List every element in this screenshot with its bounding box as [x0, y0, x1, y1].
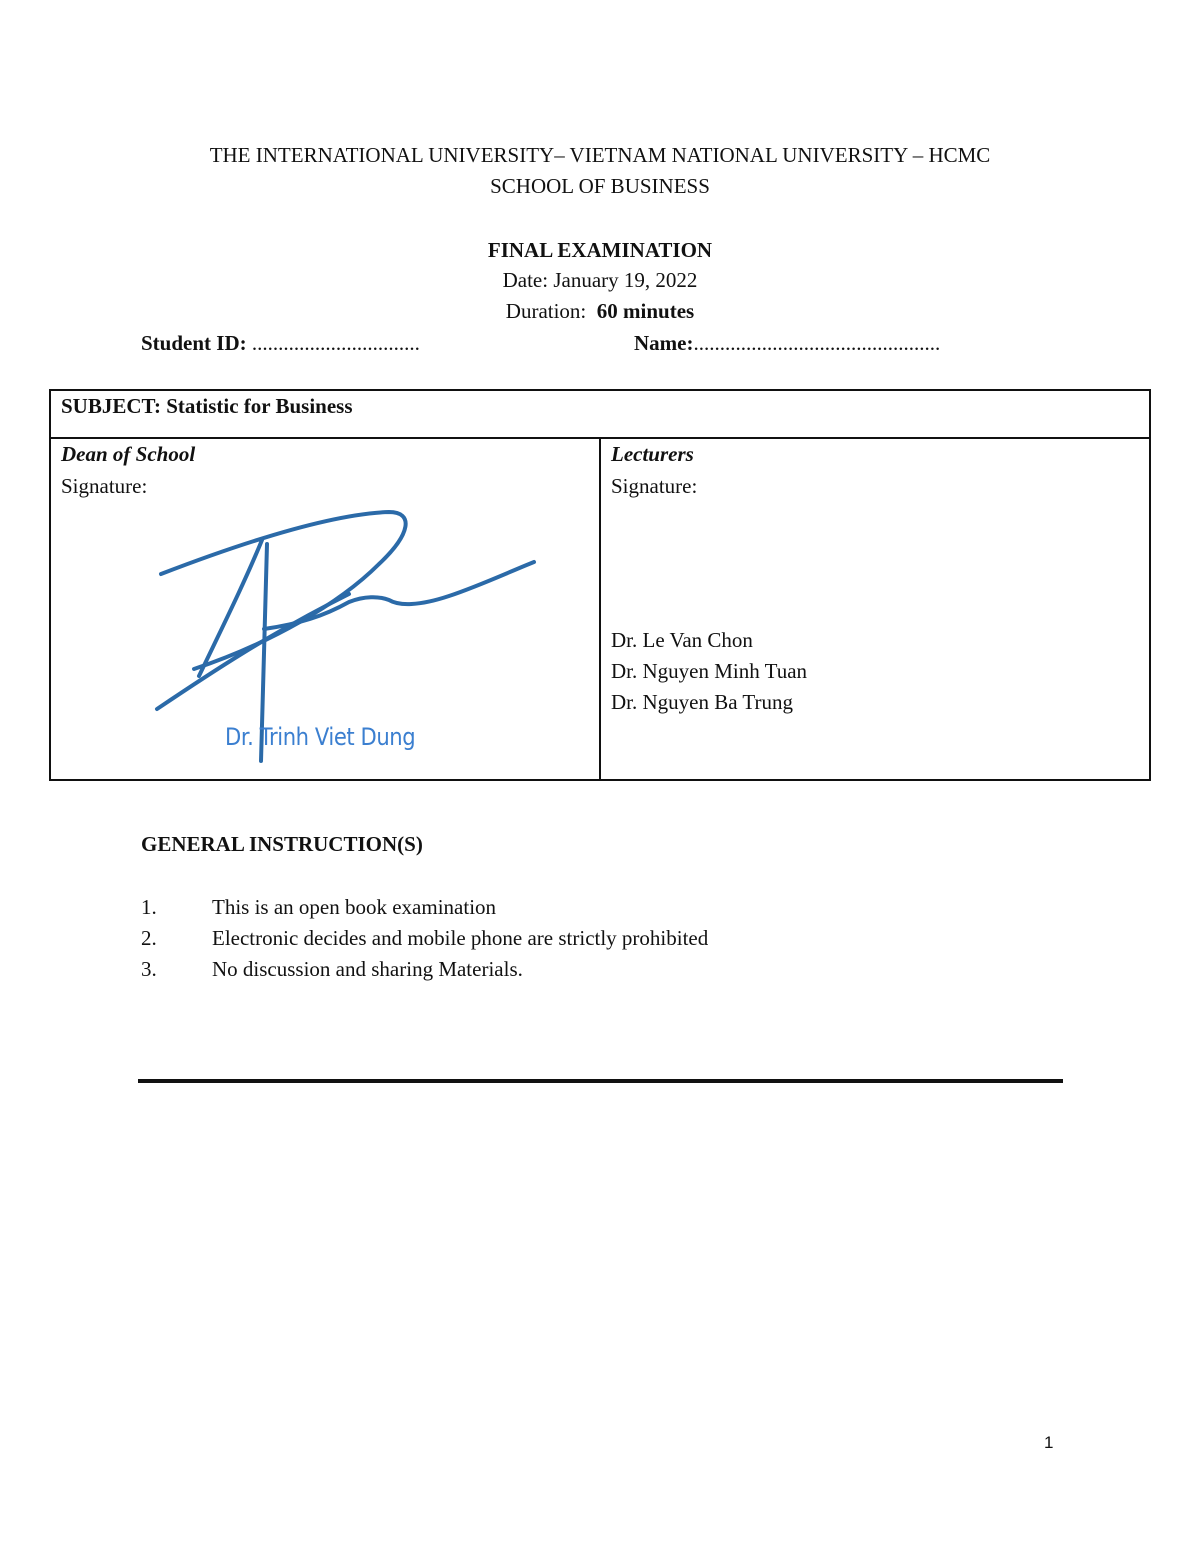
exam-duration	[0, 298, 1200, 324]
dean-signature-label: Signature:	[61, 474, 148, 498]
lecturers-title: Lecturers	[611, 442, 694, 466]
lecturer-name: Dr. Nguyen Minh Tuan	[611, 659, 808, 683]
subject-title: SUBJECT: Statistic for Business	[61, 394, 353, 418]
instructions-heading: GENERAL INSTRUCTION(S)	[141, 832, 423, 856]
instruction-text: Electronic decides and mobile phone are strictly prohibited	[212, 926, 709, 950]
page-number: 1	[1044, 1433, 1054, 1452]
instruction-number: 1.	[141, 895, 157, 919]
subject-row	[51, 391, 1149, 439]
dean-title: Dean of School	[61, 442, 196, 466]
university-title: THE INTERNATIONAL UNIVERSITY– VIETNAM NATIONAL UNIVERSITY – HCMC	[209, 143, 991, 167]
student-name-blank: ...............................................	[693, 331, 941, 355]
lecturers-signature-label: Signature:	[611, 474, 698, 498]
exam-date: Date: January 19, 2022	[502, 268, 698, 292]
lecturers-cell	[601, 439, 1149, 779]
dean-signature-name: Dr. Trinh Viet Dung	[225, 723, 416, 751]
duration-value: 60 minutes	[596, 299, 695, 323]
student-name-field	[634, 330, 940, 356]
student-id-label: Student ID:	[141, 331, 247, 355]
subject-table	[49, 389, 1151, 781]
instruction-text: No discussion and sharing Materials.	[212, 957, 523, 981]
student-id-blank: ................................	[251, 331, 420, 355]
lecturer-name: Dr. Le Van Chon	[611, 628, 753, 652]
duration-label: Duration:	[505, 299, 587, 323]
instruction-number: 3.	[141, 957, 157, 981]
bottom-divider	[138, 1079, 1063, 1083]
instruction-text: This is an open book examination	[212, 895, 497, 919]
instruction-number: 2.	[141, 926, 157, 950]
lecturer-name: Dr. Nguyen Ba Trung	[611, 690, 794, 714]
school-title: SCHOOL OF BUSINESS	[490, 174, 710, 198]
dean-cell	[51, 439, 599, 779]
student-name-label: Name:	[634, 331, 694, 355]
exam-title: FINAL EXAMINATION	[487, 238, 713, 262]
student-id-field	[141, 330, 420, 356]
